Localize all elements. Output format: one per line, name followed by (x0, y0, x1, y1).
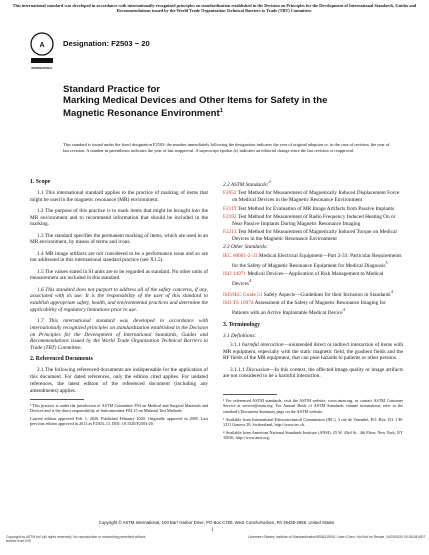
footer-license-right: Licensee=Stanley Institute of Standardization/5038115001, User=Chen, Hui Not for Resale, 04/20/2020 00:38:38 MDT (248, 535, 426, 539)
scope-paragraph: 1.3 The standard specifies the permanent marking of items, which are used in an MR environment, by means of terms and icons. (30, 232, 208, 246)
reference-item[interactable]: ISO/IEC Guide 51 Safety Aspects—Guidelines for their Inclusion in Standards$^4$ (223, 288, 393, 298)
reference-item[interactable]: F2213 Test Method for Measurement of Magnetically Induced Torque on Medical Devices in the Magnetic Resonance Environment (223, 229, 397, 242)
title-footnote-mark[interactable]: 1 (219, 108, 223, 115)
footnote-divider (30, 399, 84, 400)
issue-note: This standard is issued under the fixed designation F2503; the number immediately following the designation indicates the year of original adoption or, in the case of revision, the year of last revision. A number in parentheses indicates the year of last reapproval. A superscript epsilon (ε) indicates an editorial change since the last revision or reapproval. (63, 142, 390, 153)
scope-paragraph: 1.6 This standard does not purport to address all of the safety concerns, if any, associated with its use. It is the responsibility of the user of this standard to establish appropriate safety, health, and environmental practices and determine the applicability of regulatory limitations prior to use. (30, 286, 208, 313)
footnote-1-edition: Current edition approved Feb. 1, 2020. Published February 2020. Originally approved in 2005. Last previous edition approved in 2013 as F2503–13. DOI: 10.1520/F2503-20. (30, 416, 208, 427)
definition-3-1-1: 3.1.1 harmful interaction—unintended direct or indirect interaction of items with MR equipment, especially with the static magnetic field, the gradient fields and the RF fields of the MR equipment, that can pose hazards to patients or other persons. (223, 341, 403, 362)
astm-logo-icon (30, 32, 54, 72)
reference-item[interactable]: F2182 Test Method for Measurement of Radio Frequency Induced Heating On or Near Passive Implants During Magnetic Resonance Imaging (223, 213, 396, 227)
right-column (223, 179, 403, 444)
svg-text:A: A (39, 42, 45, 49)
title-line: Marking Medical Devices and Other Items for Safety in the (63, 95, 328, 107)
scope-paragraph: 1.1 This international standard applies to the practice of marking of items that might be used in the magnetic resonance (MR) environment. (30, 189, 208, 203)
left-column (30, 179, 208, 430)
definition-3-1-1-1: 3.1.1.1 Discussion—In this context, the affected image quality or image artifacts are not considered to be a harmful interaction. (223, 366, 403, 380)
title-line: Standard Practice for (63, 84, 161, 95)
reference-item[interactable]: F2052 Test Method for Measurement of Magnetically Induced Displacement Force on Medical Devices in the Magnetic Resonance Environment (223, 190, 400, 204)
svg-text:INTERNATIONAL: INTERNATIONAL (31, 67, 53, 70)
header-note: This international standard was developed in accordance with internationally recognized principles on standardization established in the Decision on Principles for the Development of International Standards, Guides and Recommendations issued by the World Trade Organization Technical Barriers to Trade (TBT) Committee. (12, 3, 417, 14)
footer-license-left: Copyright by ASTM Int'l (all rights reserved); No reproduction or networking permitted without license from IHS (6, 535, 146, 544)
document-title (63, 84, 393, 120)
definitions-subheading: 3.1 Definitions: (223, 333, 257, 340)
refdocs-heading: 2. Referenced Documents (30, 356, 93, 363)
scope-heading: 1. Scope (30, 179, 51, 185)
copyright-line: Copyright © ASTM International, 100 Barr Harbor Drive, PO Box C700, West Conshohocken, PA 19428-2959. United States (98, 520, 335, 525)
footnote-4: ⁴ Available from American National Standards Institute (ANSI), 25 W. 43rd St., 4th Floor, New York, NY 10036, http://www.ansi.org. (223, 430, 403, 441)
footnote-2: ² For referenced ASTM standards, visit the ASTM website, www.astm.org, or contact ASTM Customer Service at service@astm.org. For Annual Book of ASTM Standards volume information, refer to the standard's Document Summary page on the ASTM website. (223, 398, 403, 414)
scope-paragraph: 1.4 MR image artifacts are not considered to be a performance issue and so are not addressed in this international standard practice (see X1.5). (30, 250, 208, 264)
watermark (214, 0, 216, 6)
reference-item[interactable]: IEC 60601-2-33 Medical Electrical Equipment—Part 2-33: Particular Requirements for the Safety of Magnetic Resonance Equipment for Medical Diagnosis$^3$ (223, 252, 402, 269)
reference-item[interactable]: ISO TS 10974 Assessment of the Safety of Magnetic Resonance Imaging for Patients with an Active Implantable Medical Device$^4$ (223, 299, 386, 316)
refdocs-intro: 2.1 The following referenced documents are indispensable for the application of this document. For dated references, only the edition cited applies. For undated references, the latest edition of the referenced document (including any amendments) applies. (30, 367, 208, 394)
footnote-3: ³ Available from International Electrotechnical Commission (IEC), 3 rue de Varembé, P.O. Box 131, CH-1211 Geneva 20, Switzerland, http://www.iec.ch. (223, 416, 403, 427)
terminology-heading: 3. Terminology (223, 322, 261, 329)
designation: Designation: F2503 − 20 (63, 39, 150, 48)
other-standards-subheading: 2.3 Other Standards: (223, 244, 268, 251)
astm-standards-subheading: 2.2 ASTM Standards:$^2$ (223, 179, 271, 188)
scope-paragraph: 1.2 The purpose of this practice is to mark items that might be brought into the MR environment and to recommend information that should be included in the marking. (30, 207, 208, 228)
scope-paragraph: 1.5 The values stated in SI units are to be regarded as standard. No other units of measurement are included in this standard. (30, 268, 208, 282)
title-line: Magnetic Resonance Environment$^1$ (63, 108, 223, 120)
page-number: 1 (211, 528, 214, 533)
footnote-1: ¹ This practice is under the jurisdiction of ASTM Committee F04 on Medical and Surgical Materials and Devices and is the direct responsibility of Subcommittee F04.15 on Material Test Methods. (30, 402, 208, 414)
reference-item[interactable]: ISO 14971 Medical Devices—Application of Risk Management to Medical Devices$^4$ (223, 270, 384, 287)
footnote-divider (223, 394, 277, 395)
scope-paragraph: 1.7 This international standard was developed in accordance with internationally recognized principles on standardization established in the Decision on Principles for the Development of International Standards, Guides and Recommendations issued by the World Trade Organization Technical Barriers to Trade (TBT) Committee. (30, 318, 208, 352)
reference-item[interactable]: F2119 Test Method for Evaluation of MR Image Artifacts from Passive Implants (223, 205, 395, 212)
